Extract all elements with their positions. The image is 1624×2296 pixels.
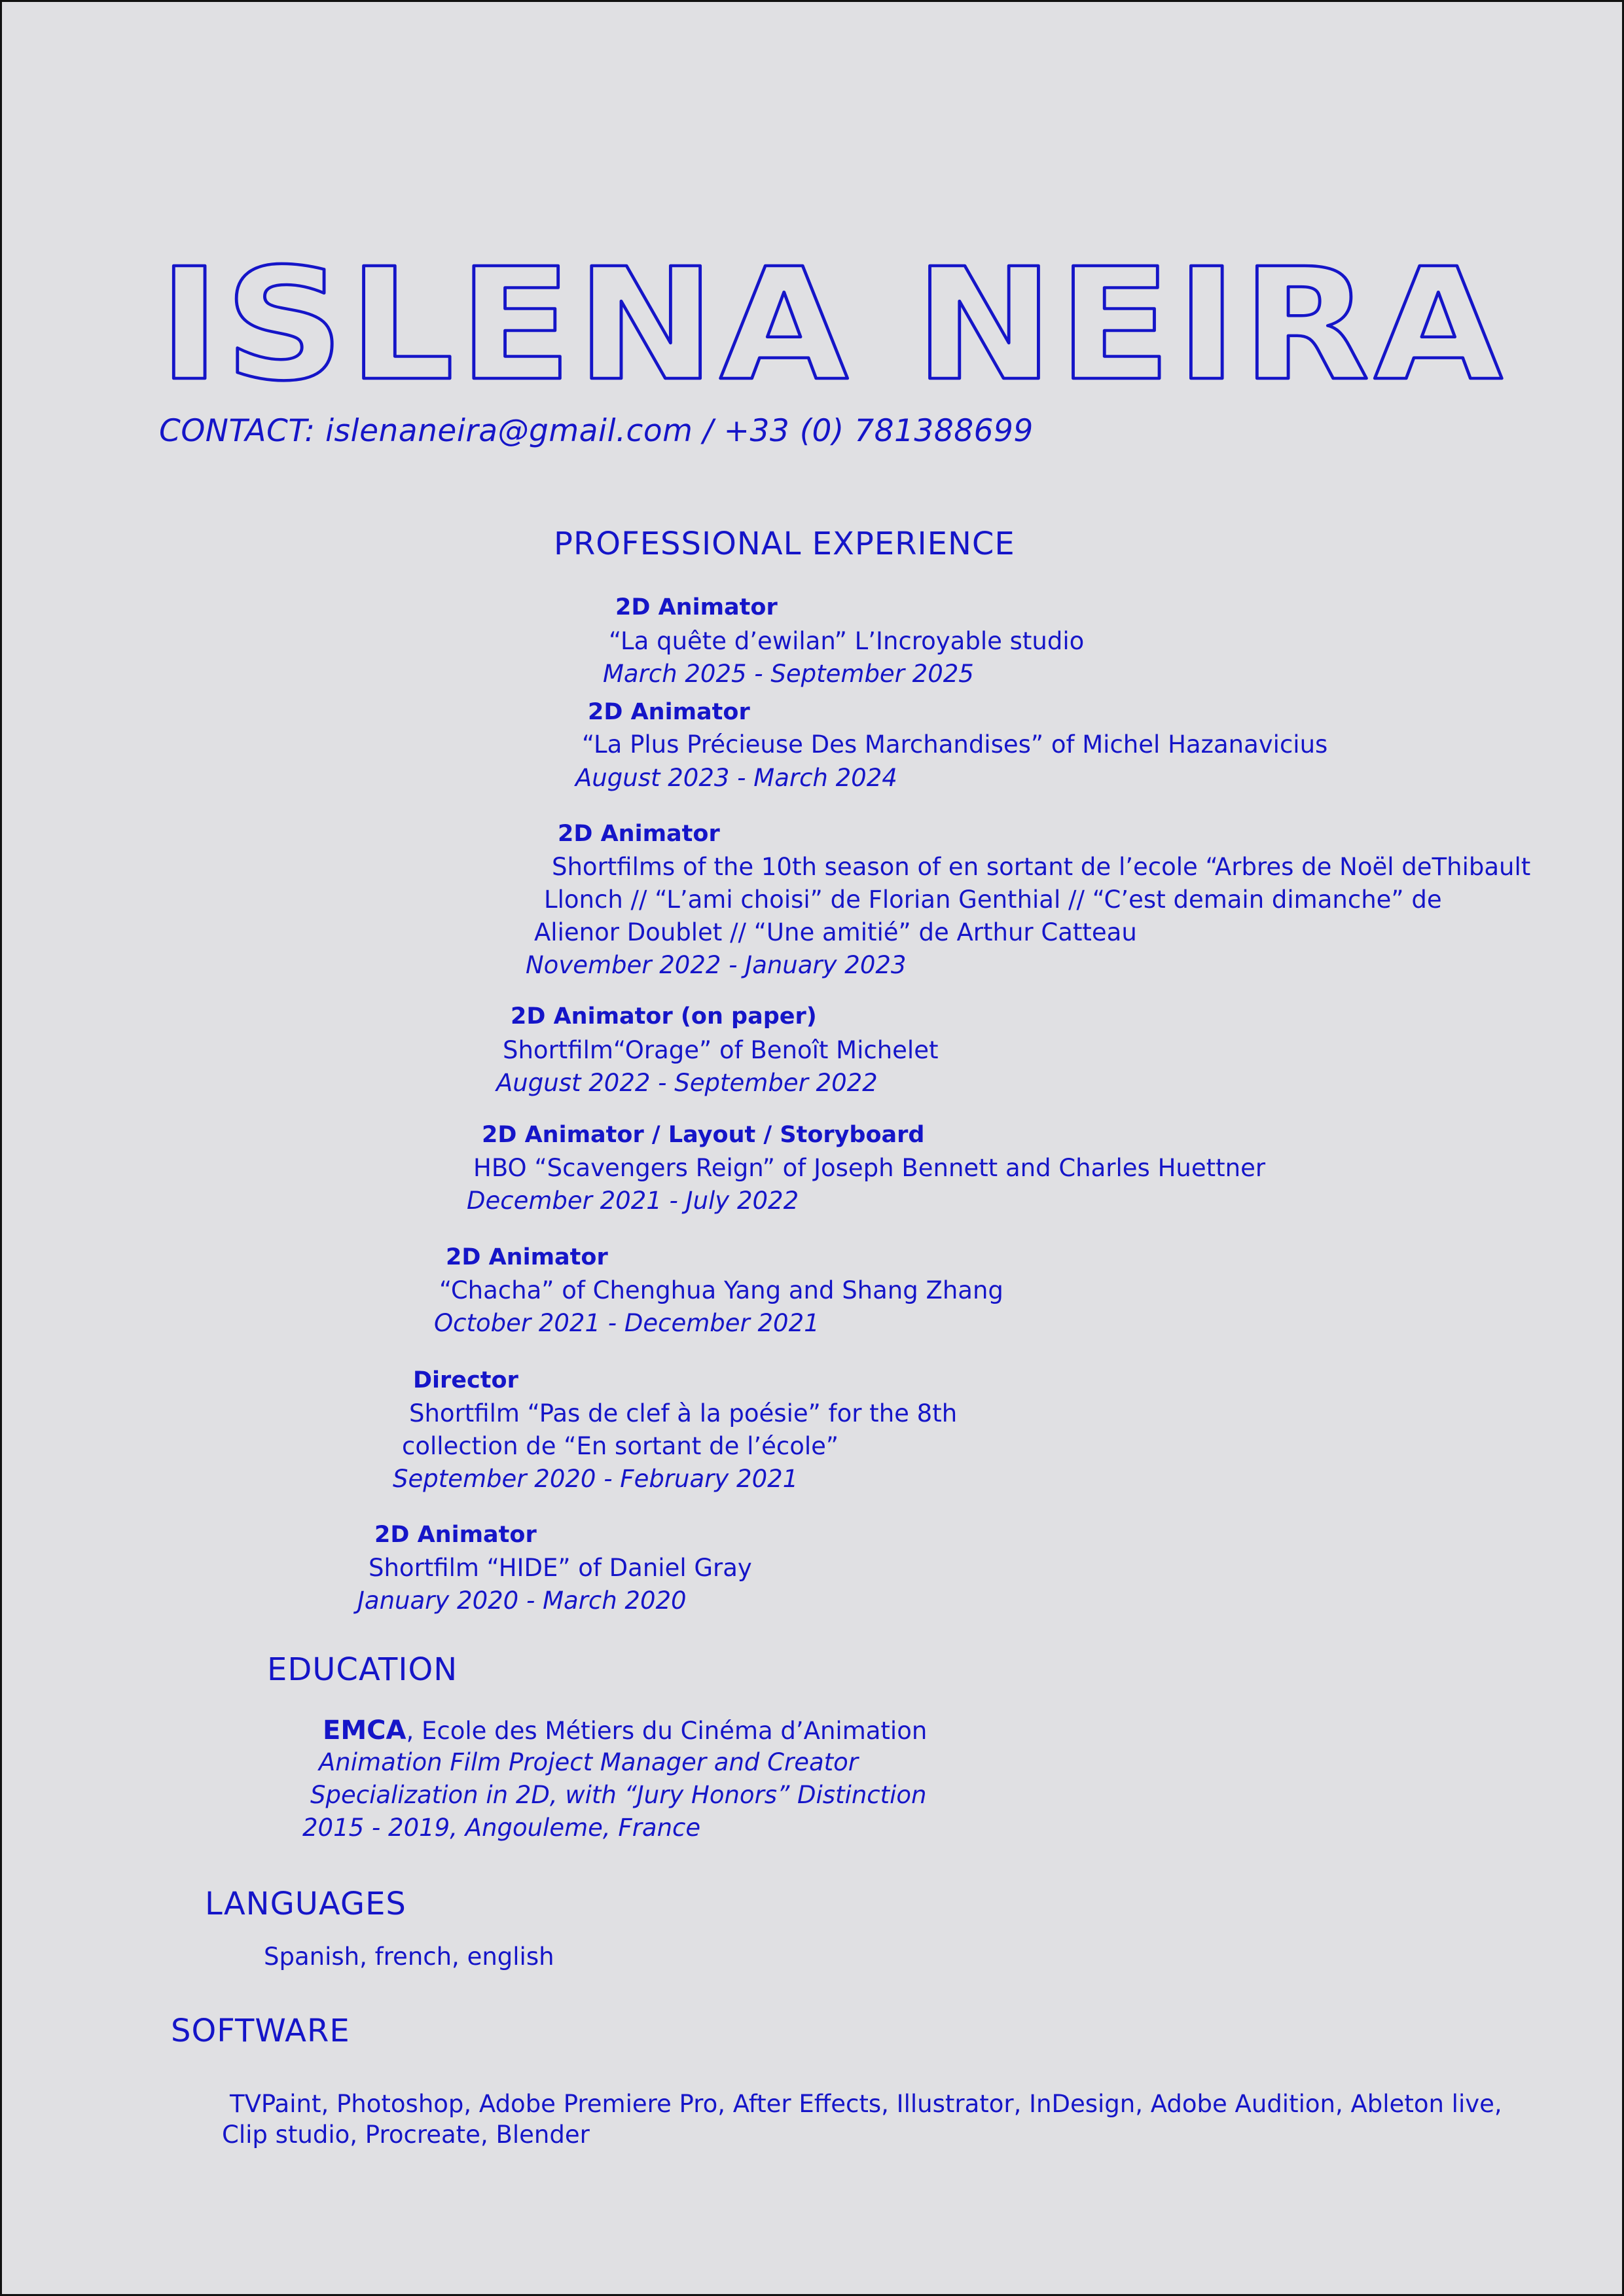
job-description: “Chacha” of Chenghua Yang and Shang Zhang bbox=[439, 1276, 1003, 1304]
job-dates: November 2022 - January 2023 bbox=[526, 951, 907, 979]
software-list: Clip studio, Procreate, Blender bbox=[222, 2121, 590, 2149]
languages-list: Spanish, french, english bbox=[264, 1943, 554, 1971]
job-role: Director bbox=[413, 1367, 518, 1393]
job-role: 2D Animator bbox=[374, 1522, 537, 1548]
education-program: Animation Film Project Manager and Creator bbox=[319, 1748, 859, 1776]
job-description: “La quête d’ewilan” L’Incroyable studio bbox=[609, 627, 1085, 655]
job-description: “La Plus Précieuse Des Marchandises” of Michel Hazanavicius bbox=[582, 730, 1328, 759]
languages-heading: LANGUAGES bbox=[205, 1886, 406, 1922]
education-heading: EDUCATION bbox=[267, 1651, 458, 1688]
job-dates: March 2025 - September 2025 bbox=[603, 660, 974, 688]
school-name: , Ecole des Métiers du Cinéma d’Animation bbox=[406, 1717, 928, 1745]
job-dates: August 2023 - March 2024 bbox=[575, 764, 897, 792]
education-period: 2015 - 2019, Angouleme, France bbox=[302, 1814, 701, 1842]
job-description: Shortfilms of the 10th season of en sortant de l’ecole “Arbres de Noël deThibault bbox=[552, 853, 1531, 881]
experience-heading: PROFESSIONAL EXPERIENCE bbox=[554, 526, 1015, 562]
software-list: TVPaint, Photoshop, Adobe Premiere Pro, After Effects, Illustrator, InDesign, Adobe Audition, Ableton live, bbox=[230, 2090, 1502, 2118]
job-dates: September 2020 - February 2021 bbox=[393, 1465, 799, 1493]
job-description: Shortfilm “Pas de clef à la poésie” for the 8th bbox=[409, 1399, 958, 1427]
name-banner bbox=[154, 247, 1511, 398]
job-role: 2D Animator bbox=[558, 821, 720, 847]
name-title: ISLENA NEIRA bbox=[158, 247, 1507, 398]
job-description: collection de “En sortant de l’école” bbox=[402, 1432, 839, 1460]
school-abbreviation: EMCA bbox=[323, 1715, 406, 1746]
contact-line: CONTACT: islenaneira@gmail.com / +33 (0) 781388699 bbox=[159, 413, 1034, 449]
job-description: HBO “Scavengers Reign” of Joseph Bennett and Charles Huettner bbox=[473, 1154, 1266, 1182]
education-specialization: Specialization in 2D, with “Jury Honors” Distinction bbox=[310, 1781, 927, 1809]
job-dates: October 2021 - December 2021 bbox=[434, 1309, 820, 1337]
job-description: Shortfilm “HIDE” of Daniel Gray bbox=[369, 1554, 752, 1582]
job-role: 2D Animator (on paper) bbox=[511, 1003, 817, 1030]
job-role: 2D Animator / Layout / Storyboard bbox=[482, 1122, 925, 1148]
software-heading: SOFTWARE bbox=[171, 2013, 350, 2049]
job-role: 2D Animator bbox=[446, 1244, 608, 1270]
job-description: Llonch // “L’ami choisi” de Florian Genthial // “C’est demain dimanche” de bbox=[544, 886, 1442, 914]
job-dates: August 2022 - September 2022 bbox=[496, 1069, 878, 1097]
education-school bbox=[323, 1715, 927, 1746]
job-role: 2D Animator bbox=[615, 594, 778, 620]
job-dates: January 2020 - March 2020 bbox=[357, 1587, 687, 1615]
job-description: Alienor Doublet // “Une amitié” de Arthur Catteau bbox=[534, 918, 1137, 946]
job-role: 2D Animator bbox=[588, 699, 750, 725]
job-dates: December 2021 - July 2022 bbox=[467, 1187, 799, 1215]
job-description: Shortfilm“Orage” of Benoît Michelet bbox=[503, 1036, 939, 1064]
